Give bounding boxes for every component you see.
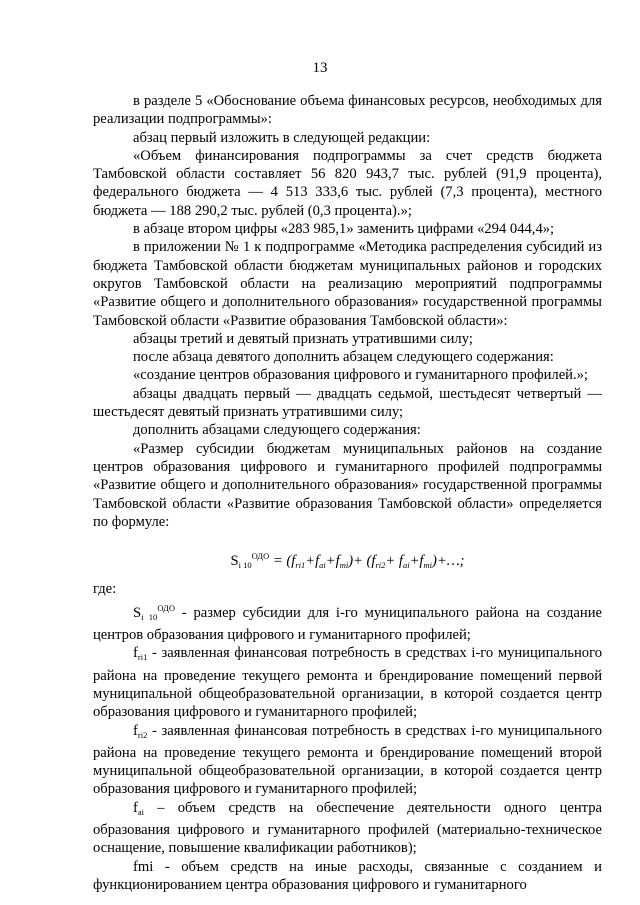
- def-text: - размер субсидии для i-го муниципального района на создание центров образования цифрового и гуманитарного профилей;: [93, 604, 602, 644]
- def-symbol: fmi: [133, 858, 154, 875]
- formula-sub: mi: [339, 560, 349, 571]
- formula-sub: ai: [319, 560, 326, 571]
- formula-lhs: S: [230, 553, 239, 570]
- def-sup: ОДО: [157, 602, 175, 613]
- def-sub: i 10: [141, 611, 158, 622]
- paragraph: «Объем финансирования подпрограммы за счет средств бюджета Тамбовской области составляет 56 820 943,7 тыс. рублей (91,9 процента), федерального бюджета — 4 513 333,6 тыс. рублей (7,3 процента), местного бюджета — 188 290,2 тыс. рублей (0,3 процента).»;: [93, 147, 602, 219]
- formula-sub: mi: [423, 560, 432, 571]
- formula-lhs-sup: ОДО: [251, 551, 270, 562]
- def-symbol: f: [133, 645, 138, 662]
- def-sub: ri2: [137, 729, 148, 740]
- where-label: где:: [93, 581, 117, 598]
- definition-s: [93, 599, 602, 645]
- definition-fri2: [93, 722, 602, 799]
- paragraph: после абзаца девятого дополнить абзацем следующего содержания:: [133, 349, 554, 366]
- definition-fri1: [93, 644, 602, 721]
- formula-lhs-sub: i 10: [238, 560, 252, 571]
- paragraph: в разделе 5 «Обоснование объема финансовых ресурсов, необходимых для реализации подпрограммы»:: [93, 93, 602, 128]
- def-symbol: f: [133, 722, 138, 739]
- formula-sub: ai: [402, 560, 410, 571]
- paragraph: дополнить абзацами следующего содержания:: [133, 422, 421, 439]
- formula-sub: ri1: [295, 560, 306, 571]
- formula-part: + f: [385, 553, 403, 570]
- document-body: [93, 92, 602, 894]
- def-sub: ri1: [137, 652, 148, 663]
- paragraph: абзац первый изложить в следующей редакции:: [133, 129, 431, 146]
- def-text: - заявленная финансовая потребность в средствах i-го муниципального района на проведение текущего ремонта и брендирование помещений второй муниципальной общеобразовательной организации, в которой создается центр образования цифрового и гуманитарного профилей;: [93, 722, 602, 798]
- page-number: 13: [312, 60, 328, 76]
- def-text: - заявленная финансовая потребность в средствах i-го муниципального района на проведение текущего ремонта и брендирование помещений первой муниципальной общеобразовательной организации, в которой создается центр образования цифрового и гуманитарного профилей;: [93, 645, 602, 721]
- paragraph: абзацы третий и девятый признать утратившими силу;: [133, 330, 473, 347]
- definition-fmi: [93, 858, 602, 895]
- formula-part: +f: [325, 553, 340, 570]
- paragraph: абзацы двадцать первый — двадцать седьмой, шестьдесят четвертый — шестьдесят девятый признать утратившими силу;: [93, 385, 602, 421]
- paragraph: «Размер субсидии бюджетам муниципальных районов на создание центров образования цифрового и гуманитарного профилей подпрограммы «Развитие общего и дополнительного образования» государственной программы Тамбовской области «Развитие образования Тамбовской области» определяется по формуле:: [93, 440, 602, 530]
- formula-part: +f: [305, 553, 320, 570]
- paragraph: в абзаце втором цифры «283 985,1» заменить цифрами «294 044,4»;: [133, 221, 555, 238]
- formula-part: +f: [409, 553, 424, 570]
- def-text: - объем средств на иные расходы, связанные с созданием и функционированием центра образования цифрового и гуманитарного: [93, 858, 602, 893]
- paragraph: в приложении № 1 к подпрограмме «Методика распределения субсидий из бюджета Тамбовской области бюджетам муниципальных районов и городских округов Тамбовской области на реализацию мероприятий подпрограммы «Развитие общего и дополнительного образования» государственной программы Тамбовской области «Развитие образования Тамбовской области»:: [93, 239, 602, 329]
- paragraph: «создание центров образования цифрового и гуманитарного профилей.»;: [133, 367, 588, 384]
- def-text: – объем средств на обеспечение деятельности одного центра образования цифрового и гуманитарного профилей (материально-техническое оснащение, повышение квалификации работников);: [93, 799, 602, 857]
- subsidy-formula: [93, 547, 602, 574]
- definition-fai: [93, 799, 602, 858]
- def-sub: ai: [137, 806, 145, 817]
- formula-part: = (f: [272, 553, 296, 570]
- formula-sub: ri2: [375, 560, 386, 571]
- def-symbol: S: [133, 604, 142, 621]
- formula-rhs: [273, 553, 465, 569]
- formula-part: )+ (f: [348, 553, 376, 570]
- formula-part: )+…;: [431, 553, 465, 570]
- def-symbol: f: [133, 799, 138, 816]
